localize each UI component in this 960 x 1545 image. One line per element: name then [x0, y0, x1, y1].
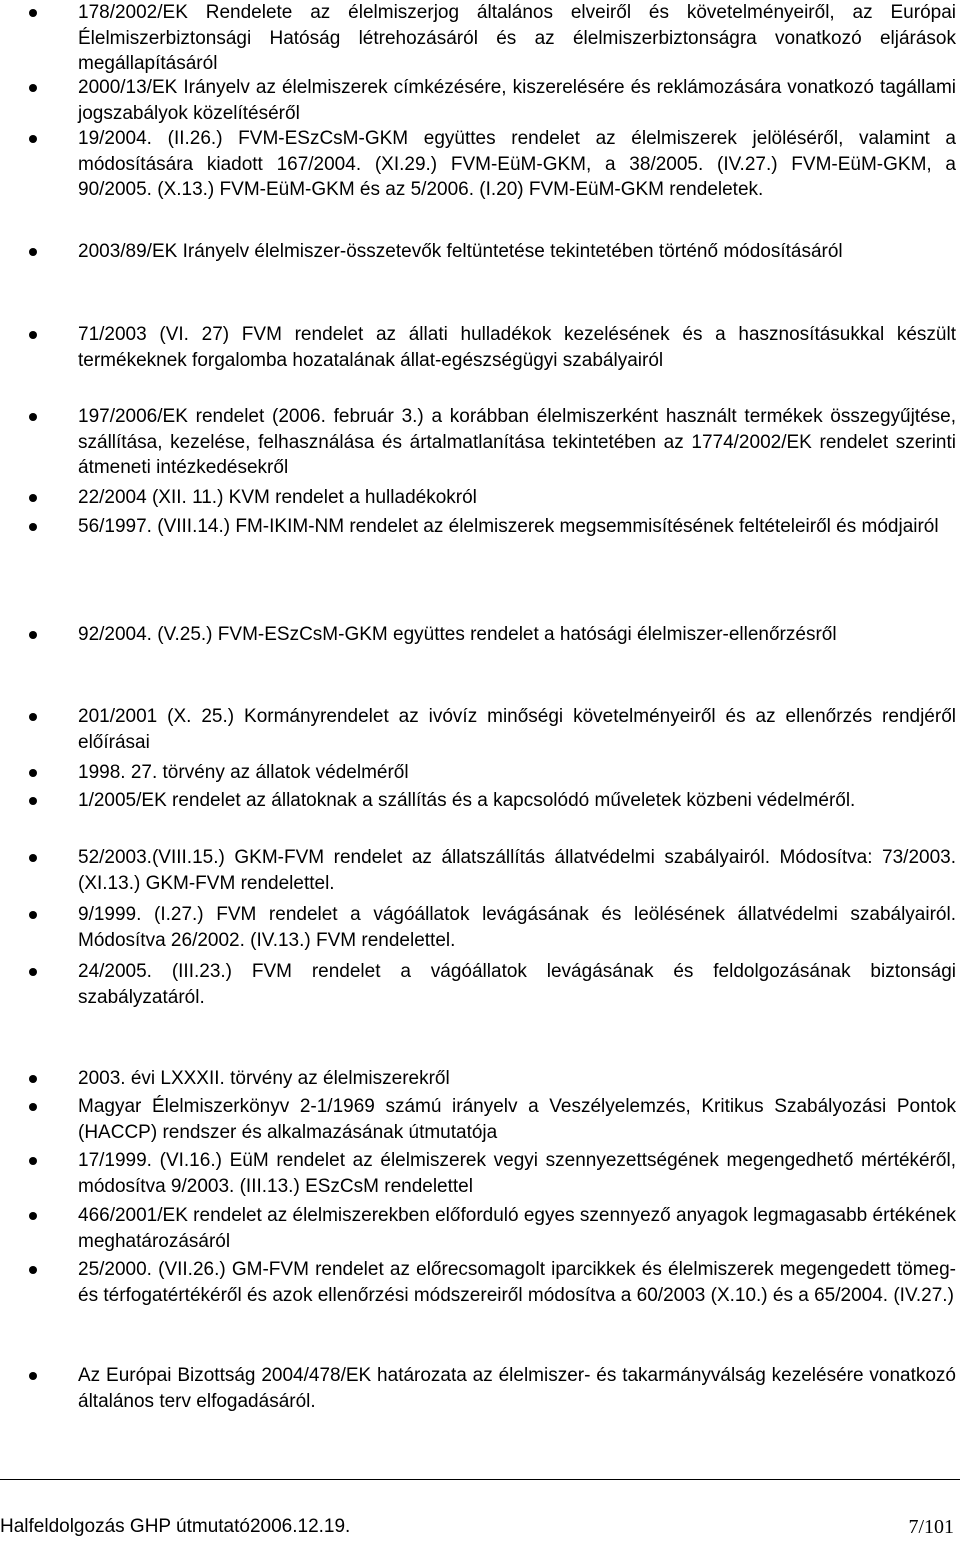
bullet-icon — [29, 1075, 37, 1083]
item-text: 25/2000. (VII.26.) GM-FVM rendelet az előrecsomagolt iparcikkek és élelmiszerek megengedett tömeg- és térfogatértékéről és azok ellenőrzési módszereiről módosítva a 60/2003 (X.10.) és a 65/2004. (IV.27.) — [78, 1259, 956, 1306]
item-text: 92/2004. (V.25.) FVM-ESzCsM-GKM együttes rendelet a hatósági élelmiszer-ellenőrzésről — [78, 624, 837, 645]
list-item — [78, 1363, 956, 1414]
bullet-icon — [29, 968, 37, 976]
list-item — [78, 126, 956, 203]
bullet-icon — [29, 797, 37, 805]
bullet-icon — [29, 713, 37, 721]
item-text: 2000/13/EK Irányelv az élelmiszerek címkézésére, kiszerelésére és reklámozására vonatkozó tagállami jogszabályok közelítéséről — [78, 77, 956, 124]
item-text: 201/2001 (X. 25.) Kormányrendelet az ivóvíz minőségi követelményeiről és az ellenőrzés rendjéről előírásai — [78, 706, 956, 753]
bullet-icon — [29, 911, 37, 919]
bullet-icon — [29, 1103, 37, 1111]
item-text: 52/2003.(VIII.15.) GKM-FVM rendelet az állatszállítás állatvédelmi szabályairól. Módosítva: 73/2003. (XI.13.) GKM-FVM rendelettel. — [78, 847, 956, 894]
bullet-icon — [29, 9, 37, 17]
bullet-icon — [29, 631, 37, 639]
list-item — [78, 788, 956, 814]
bullet-icon — [29, 84, 37, 92]
item-text: 19/2004. (II.26.) FVM-ESzCsM-GKM együttes rendelet az élelmiszerek jelöléséről, valamint a módosítására kiadott 167/2004. (XI.29.) FVM-EüM-GKM, a 38/2005. (IV.27.) FVM-EüM-GKM, a 90/2005. (X.13.) FVM-EüM-GKM és az 5/2006. (I.20) FVM-EüM-GKM rendeletek. — [78, 128, 956, 200]
list-item — [78, 902, 956, 953]
item-text: 466/2001/EK rendelet az élelmiszerekben előforduló egyes szennyező anyagok legmagasabb értékének meghatározásáról — [78, 1205, 956, 1252]
item-text: 1/2005/EK rendelet az állatoknak a szállítás és a kapcsolódó műveletek közbeni védelméről. — [78, 790, 856, 811]
item-text: 24/2005. (III.23.) FVM rendelet a vágóállatok levágásának és feldolgozásának biztonsági szabályzatáról. — [78, 961, 956, 1008]
footer-divider — [0, 1479, 960, 1480]
bullet-icon — [29, 1157, 37, 1165]
bullet-icon — [29, 135, 37, 143]
list-item — [78, 959, 956, 1010]
bullet-icon — [29, 1372, 37, 1380]
bullet-icon — [29, 523, 37, 531]
page-number: 7/101 — [908, 1516, 954, 1538]
list-item — [78, 1203, 956, 1254]
list-item — [78, 1148, 956, 1199]
list-item — [78, 845, 956, 896]
list-item — [78, 622, 956, 648]
bullet-icon — [29, 494, 37, 502]
list-item — [78, 1094, 956, 1145]
list-item — [78, 514, 956, 540]
bullet-icon — [29, 1212, 37, 1220]
bullet-icon — [29, 769, 37, 777]
list-item — [78, 404, 956, 481]
bullet-icon — [29, 854, 37, 862]
bullet-icon — [29, 331, 37, 339]
item-text: 2003. évi LXXXII. törvény az élelmiszerekről — [78, 1068, 450, 1089]
item-text: 197/2006/EK rendelet (2006. február 3.) a korábban élelmiszerként használt termékek összegyűjtése, szállítása, kezelése, felhasználása és ártalmatlanítása tekintetében az 1774/2002/EK rendelet szerinti átmeneti intézkedésekről — [78, 406, 956, 478]
item-text: Magyar Élelmiszerkönyv 2-1/1969 számú irányelv a Veszélyelemzés, Kritikus Szabályozási Pontok (HACCP) rendszer és alkalmazásának útmutatója — [78, 1096, 956, 1143]
item-text: 22/2004 (XII. 11.) KVM rendelet a hulladékokról — [78, 487, 477, 508]
list-item — [78, 322, 956, 373]
list-item — [78, 75, 956, 126]
list-item — [78, 0, 956, 77]
item-text: 9/1999. (I.27.) FVM rendelet a vágóállatok levágásának és leölésének állatvédelmi szabályairól. Módosítva 26/2002. (IV.13.) FVM rendelettel. — [78, 904, 956, 951]
item-text: Az Európai Bizottság 2004/478/EK határozata az élelmiszer- és takarmányválság kezelésére vonatkozó általános terv elfogadásáról. — [78, 1365, 956, 1412]
item-text: 1998. 27. törvény az állatok védelméről — [78, 762, 409, 783]
list-item — [78, 704, 956, 755]
item-text: 56/1997. (VIII.14.) FM-IKIM-NM rendelet az élelmiszerek megsemmisítésének feltételeiről és módjairól — [78, 516, 939, 537]
item-text: 17/1999. (VI.16.) EüM rendelet az élelmiszerek vegyi szennyezettségének megengedhető mértékéről, módosítva 9/2003. (III.13.) ESzCsM rendelettel — [78, 1150, 956, 1197]
list-item — [78, 239, 956, 265]
bullet-icon — [29, 413, 37, 421]
list-item — [78, 760, 956, 786]
list-item — [78, 1257, 956, 1308]
list-item — [78, 485, 956, 511]
bullet-icon — [29, 248, 37, 256]
bullet-icon — [29, 1266, 37, 1274]
footer-document-title: Halfeldolgozás GHP útmutató2006.12.19. — [0, 1516, 351, 1537]
item-text: 2003/89/EK Irányelv élelmiszer-összetevők feltüntetése tekintetében történő módosításáról — [78, 241, 843, 262]
item-text: 178/2002/EK Rendelete az élelmiszerjog általános elveiről és követelményeiről, az Európai Élelmiszerbiztonsági Hatóság létrehozásáról és az élelmiszerbiztonságra vonatkozó eljárások megállapításáról — [78, 2, 956, 74]
item-text: 71/2003 (VI. 27) FVM rendelet az állati hulladékok kezelésének és a hasznosításukkal készült termékeknek forgalomba hozatalának állat-egészségügyi szabályairól — [78, 324, 956, 371]
list-item — [78, 1066, 956, 1092]
